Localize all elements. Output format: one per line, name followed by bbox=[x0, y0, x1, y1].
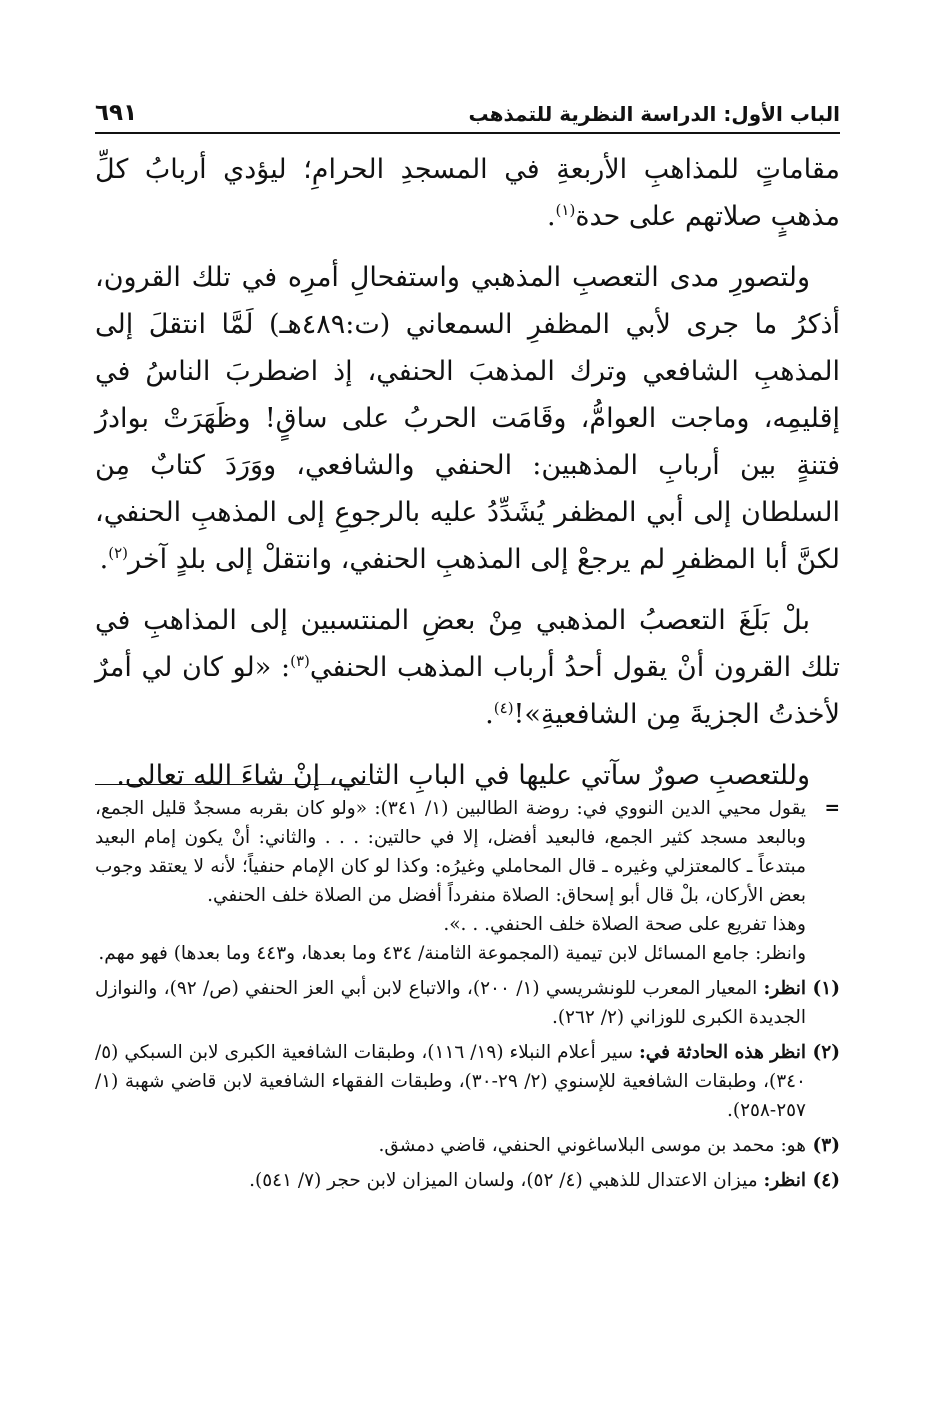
continuation-text-2: وهذا تفريع على صحة الصلاة خلف الحنفي. . .». bbox=[443, 914, 806, 935]
footnote-3 bbox=[95, 1131, 840, 1160]
footnote-2 bbox=[95, 1038, 840, 1125]
footnote-4 bbox=[95, 1166, 840, 1195]
footnote-4-marker: (٤) bbox=[812, 1170, 840, 1191]
paragraph-1-end: . bbox=[546, 201, 556, 232]
footnote-separator bbox=[95, 784, 370, 785]
footnote-1-lead: انظر: bbox=[763, 978, 807, 999]
footnote-1 bbox=[95, 974, 840, 1032]
page-header bbox=[95, 98, 840, 134]
running-title: الباب الأول: الدراسة النظرية للتمذهب bbox=[468, 102, 840, 126]
footnote-ref-2[interactable]: (٢) bbox=[108, 544, 129, 562]
footnote-ref-1[interactable]: (١) bbox=[555, 201, 576, 219]
footnote-4-lead: انظر: bbox=[763, 1170, 806, 1191]
footnote-1-marker: (١) bbox=[812, 978, 840, 999]
paragraph-1 bbox=[95, 146, 840, 240]
footnote-2-marker: (٢) bbox=[812, 1042, 840, 1063]
paragraph-2-text: ولتصورِ مدى التعصبِ المذهبي واستفحالِ أمرِه في تلك القرون، أذكرُ ما جرى لأبي المظفرِ السمعاني (ت:٤٨٩هـ) لَمَّا انتقلَ إلى المذهبِ الشافعي وترك المذهبَ الحنفي، إذ اضطربَ الناسُ في إقليمِه، وماجت العوامُّ، وقَامَت الحربُ على ساقٍ! وظَهَرَتْ بوادرُ فتنةٍ بين أربابِ المذهبين: الحنفي والشافعي، ووَرَدَ كتابٌ مِن السلطان إلى أبي المظفر يُشَدِّدُ عليه بالرجوعِ إلى المذهبِ الحنفي، لكنَّ أبا المظفرِ لم يرجعْ إلى المذهبِ الحنفي، وانتقلْ إلى بلدٍ آخر bbox=[95, 262, 840, 575]
footnote-3-marker: (٣) bbox=[812, 1135, 840, 1156]
footnote-ref-4[interactable]: (٤) bbox=[493, 699, 514, 717]
footnote-3-text: هو: محمد بن موسى البلاساغوني الحنفي، قاضي دمشق. bbox=[378, 1135, 806, 1156]
paragraph-1-text: مقاماتٍ للمذاهبِ الأربعةِ في المسجدِ الحرامِ؛ ليؤدي أربابُ كلِّ مذهبٍ صلاتهم على حدة bbox=[95, 154, 840, 232]
paragraph-2-end: . bbox=[99, 544, 109, 575]
paragraph-4: وللتعصبِ صورٌ سآتي عليها في البابِ الثاني، إنْ شاءَ الله تعالى. bbox=[116, 760, 810, 791]
main-text bbox=[95, 146, 840, 813]
paragraph-3-text: بلْ بَلَغَ التعصبُ المذهبي مِنْ بعضِ المنتسبين إلى المذاهبِ في تلك القرون أنْ يقول أحدُ أرباب المذهب الحنفي bbox=[95, 605, 840, 683]
page-number: ٦٩١ bbox=[95, 100, 138, 126]
footnote-ref-3[interactable]: (٣) bbox=[290, 652, 310, 670]
footnote-4-text: ميزان الاعتدال للذهبي (٤/ ٥٢)، ولسان الميزان لابن حجر (٧/ ٥٤١). bbox=[249, 1170, 764, 1191]
paragraph-2 bbox=[95, 254, 840, 583]
continuation-text-3: وانظر: جامع المسائل لابن تيمية (المجموعة الثامنة/ ٤٣٤ وما بعدها، و٤٤٣ وما بعدها) فهو مهم. bbox=[98, 943, 806, 964]
footnote-1-text: المعيار المعرب للونشريسي (١/ ٢٠٠)، والاتباع لابن أبي العز الحنفي (ص/ ٩٢)، والنوازل الجديدة الكبرى للوزاني (٢/ ٢٦٢). bbox=[95, 978, 806, 1028]
footnote-continuation bbox=[95, 794, 840, 968]
footnotes-section bbox=[95, 794, 840, 1201]
paragraph-3-quote: : «لو كان لي أمرٌ لأخذتُ الجزيةَ مِن الشافعيةِ»! bbox=[95, 652, 840, 730]
paragraph-3-end: . bbox=[485, 699, 494, 730]
paragraph-3 bbox=[95, 597, 840, 738]
footnote-2-text: سير أعلام النبلاء (١٩/ ١١٦)، وطبقات الشافعية الكبرى لابن السبكي (٥/ ٣٤٠)، وطبقات الشافعية للإسنوي (٢/ ٢٩-٣٠)، وطبقات الفقهاء الشافعية لابن قاضي شهبة (١/ ٢٥٧-٢٥٨). bbox=[95, 1042, 806, 1121]
continuation-text-1: يقول محيي الدين النووي في: روضة الطالبين (١/ ٣٤١): «ولو كان بقربه مسجدٌ قليل الجمع، وبالبعد مسجد كثير الجمع، فالبعيد أفضل، إلا في حالتين: . . . والثاني: أنْ يكون إمام البعيد مبتدعاً ـ كالمعتزلي وغيره ـ قال المحاملي وغيرُه: وكذا لو كان الإمام حنفياً؛ لأنه لا يعتقد وجوب بعض الأركان، بلْ قال أبو إسحاق: الصلاة منفرداً أفضل من الصلاة خلف الحنفي. bbox=[95, 798, 806, 906]
continuation-marker: = bbox=[824, 798, 840, 819]
footnote-2-lead: انظر هذه الحادثة في: bbox=[638, 1042, 806, 1063]
